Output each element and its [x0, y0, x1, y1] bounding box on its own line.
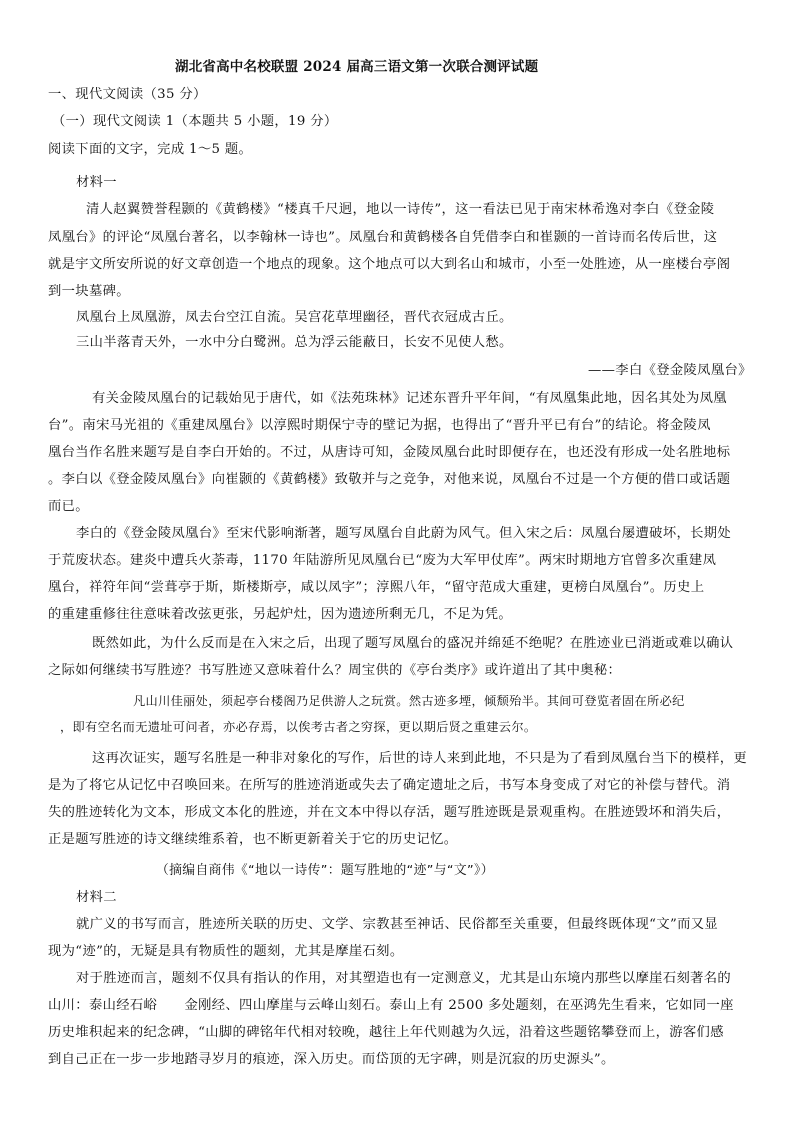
quotation-line: 凡山川佳丽处，须起亭台楼阁乃足供游人之玩赏。然古迹多堙，倾颓殆半。其间可登览者固在所必纪 [133, 694, 685, 708]
paragraph-line: 既然如此，为什么反而是在入宋之后，出现了题写凤凰台的盛况并绵延不绝呢？在胜迹业已消逝或难以确认 [92, 636, 734, 651]
paragraph-line: 李白的《登金陵凤凰台》至宋代影响渐著，题写凤凰台自此蔚为风气。但入宋之后：凤凰台屡遭破坏，长期处 [76, 526, 732, 541]
material-two-heading: 材料二 [76, 890, 117, 905]
instruction-text: 阅读下面的文字，完成 1～5 题。 [48, 142, 253, 157]
paragraph-line: 之际如何继续书写胜迹？书写胜迹又意味着什么？周宝供的《亭台类序》或许道出了其中奥秘： [48, 663, 622, 678]
paragraph-line: 是为了将它从记忆中召唤回来。在所写的胜迹消逝或失去了确定遗址之后，书写本身变成了对它的补偿与替代。消 [48, 778, 731, 793]
paragraph-line: 对于胜迹而言，题刻不仅具有指认的作用，对其塑造也有一定测意义，尤其是山东境内那些以摩崖石刻著名的 [76, 971, 732, 986]
paragraph-line: 历史堆积起来的纪念碑，“山脚的碑铭年代相对较晚，越往上年代则越为久远，沿着这些题铭攀登而上，游客们感 [48, 1025, 724, 1040]
paragraph-line: 现为“迹”的，无疑是具有物质性的题刻，尤其是摩崖石刻。 [48, 944, 404, 959]
material-one-heading: 材料一 [76, 175, 117, 190]
page-title: 湖北省高中名校联盟 2024 届高三语文第一次联合测评试题 [175, 59, 539, 75]
paragraph-line: 有关金陵凤凰台的记载始见于唐代，如《法苑珠林》记述东晋升平年间，“有凤凰集此地，因名其处为凤凰 [92, 391, 727, 406]
paragraph-line: 到自己正在一步一步地踏寻岁月的痕迹，深入历史。而岱顶的无字碑，则是沉寂的历史源头”。 [48, 1052, 615, 1067]
paragraph-line: 凰台，祥符年间“尝葺亭于斯，斯楼斯亭，咸以凤字”；淳熙八年，“留守范成大重建，更榜白凤凰台”。历史上 [48, 580, 705, 595]
paragraph-line: 。李白以《登金陵凤凰台》向崔颢的《黄鹤楼》致敬并与之竞争，对他来说，凤凰台不过是一个方便的借口或话题 [48, 472, 731, 487]
poem-attribution: ——李白《登金陵凤凰台》 [588, 363, 752, 378]
paragraph-line: 台”。南宋马光祖的《重建凤凰台》以淳熙时期保宁寺的壁记为据，也得出了“晋升平已有台”的结论。将金陵凤 [48, 418, 711, 433]
poem-line: 三山半落青天外，一水中分白鹭洲。总为浮云能蔽日，长安不见使人愁。 [76, 335, 513, 350]
paragraph-line: 失的胜迹转化为文本，形成文本化的胜迹，并在文本中得以存活，题写胜迹既是景观重构。在胜迹毁坏和消失后， [48, 805, 731, 820]
paragraph-line: 清人赵翼赞誉程颢的《黄鹤楼》“楼真千尺迥，地以一诗传”，这一看法已见于南宋林希逸对李白《登金陵 [86, 202, 715, 217]
quotation-line: ，即有空名而无遗址可问者，亦必存焉，以俟考古者之穷探，更以期后贤之重建云尔。 [60, 720, 537, 734]
source-citation: （摘编自商伟《“地以一诗传”：题写胜地的“迹”与“文”》） [156, 863, 494, 878]
paragraph-line: 这再次证实，题写名胜是一种非对象化的写作，后世的诗人来到此地，不只是为了看到凤凰台当下的模样，更 [92, 751, 748, 766]
section-heading: 一、现代文阅读（35 分） [48, 87, 207, 102]
poem-line: 凤凰台上凤凰游，凤去台空江自流。吴宫花草埋幽径，晋代衣冠成古丘。 [76, 310, 513, 325]
paragraph-line: 而已。 [48, 499, 89, 514]
paragraph-line: 于荒废状态。建炎中遭兵火荼毒，1170 年陆游所见凤凰台已“废为大军甲仗库”。两宋时期地方官曾多次重建凤 [48, 553, 717, 568]
paragraph-line: 到一块墓碑。 [48, 284, 130, 299]
paragraph-line: 凤凰台》的评论“凤凰台著名，以李翰林一诗也”。凤凰台和黄鹤楼各自凭借李白和崔颢的一首诗而名传后世，这 [48, 230, 718, 245]
subsection-heading: （一）现代文阅读 1（本题共 5 小题，19 分） [52, 114, 338, 129]
paragraph-line: 凰台当作名胜来题写是自李白开始的。不过，从唐诗可知，金陵凤凰台此时即便存在，也还没有形成一处名胜地标 [48, 445, 731, 460]
paragraph-line: 就广义的书写而言，胜迹所关联的历史、文学、宗教甚至神话、民俗都至关重要，但最终既体现“文”而又显 [76, 917, 719, 932]
paragraph-line: 山川：泰山经石峪 金刚经、四山摩崖与云峰山刻石。泰山上有 2500 多处题刻，在巫鸿先生看来，它如同一座 [48, 998, 734, 1013]
paragraph-line: 就是宇文所安所说的好文章创造一个地点的现象。这个地点可以大到名山和城市，小至一处胜迹，从一座楼台亭阁 [48, 257, 731, 272]
paragraph-line: 的重建重修往往意味着改弦更张，另起炉灶，因为遗迹所剩无几，不足为凭。 [48, 607, 512, 622]
paragraph-line: 正是题写胜迹的诗文继续维系着，也不断更新着关于它的历史记忆。 [48, 832, 458, 847]
